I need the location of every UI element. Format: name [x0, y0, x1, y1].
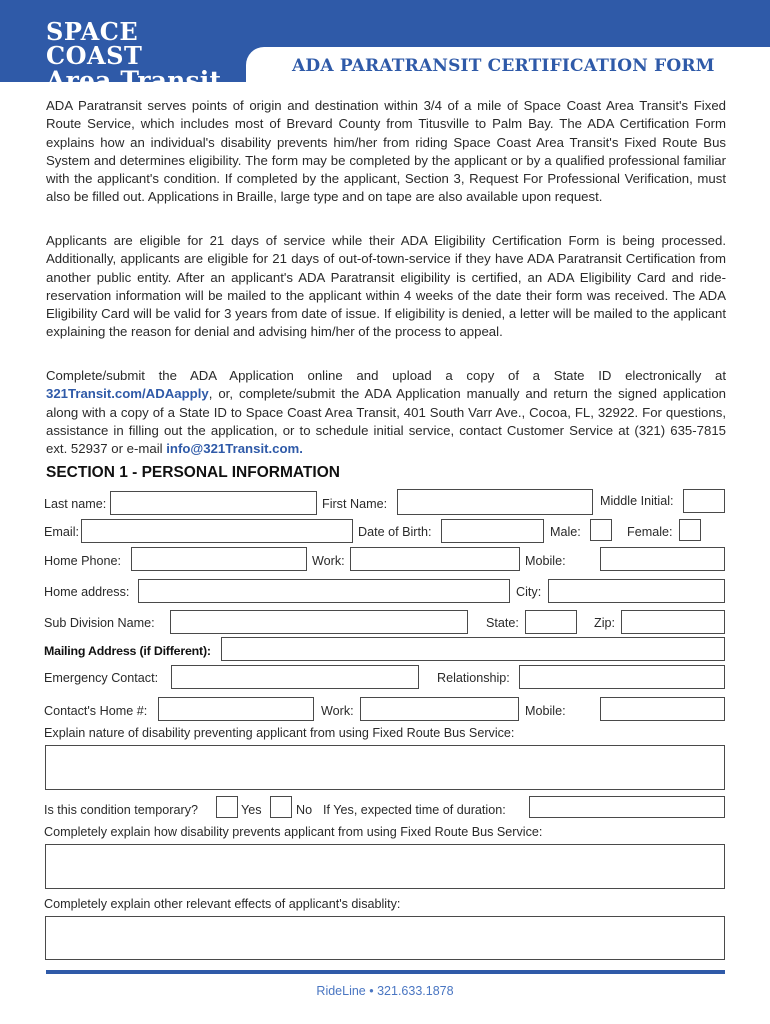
intro-p3-text-b: , or, complete/submit the ADA Application manually and return the signed application along with a copy of a State ID to Space Coast Area Transit, 401 South Varr Ave., Cocoa, FL, 32922. For questions, assistance in filling out the application, or to schedule initial service, contact Customer Service at (321) 635-7815 ext. 52937 or e-mail	[46, 386, 726, 457]
relationship-label: Relationship:	[437, 671, 510, 685]
sub-division-label: Sub Division Name:	[44, 616, 155, 630]
logo-line-2: Area Transit	[46, 66, 222, 95]
middle-initial-field[interactable]	[683, 489, 725, 513]
contact-work-label: Work:	[321, 704, 354, 718]
intro-p3-text-a: Complete/submit the ADA Application online and upload a copy of a State ID electronically at	[46, 368, 726, 383]
intro-paragraph-3	[46, 367, 726, 458]
section-1-title: SECTION 1 - PERSONAL INFORMATION	[46, 464, 340, 481]
last-name-field[interactable]	[110, 491, 317, 515]
contact-work-field[interactable]	[360, 697, 519, 721]
dob-label: Date of Birth:	[358, 525, 432, 539]
logo-line-1: SPACE COAST	[46, 17, 143, 70]
middle-initial-label: Middle Initial:	[600, 494, 674, 508]
home-address-field[interactable]	[138, 579, 510, 603]
mailing-address-label: Mailing Address (if Different):	[44, 644, 211, 658]
duration-field[interactable]	[529, 796, 725, 818]
mobile-field[interactable]	[600, 547, 725, 571]
temporary-no-checkbox[interactable]	[270, 796, 292, 818]
email-label: Email:	[44, 525, 79, 539]
explain-nature-label: Explain nature of disability preventing applicant from using Fixed Route Bus Service:	[44, 726, 515, 740]
temporary-yes-label: Yes	[241, 803, 262, 817]
work-phone-label: Work:	[312, 554, 345, 568]
state-label: State:	[486, 616, 519, 630]
home-phone-label: Home Phone:	[44, 554, 122, 568]
form-title: ADA PARATRANSIT CERTIFICATION FORM	[292, 56, 715, 76]
temporary-no-label: No	[296, 803, 313, 817]
apply-link[interactable]: 321Transit.com/ADAapply	[46, 386, 209, 402]
header-banner	[0, 0, 770, 95]
mobile-label: Mobile:	[525, 554, 566, 568]
state-field[interactable]	[525, 610, 577, 634]
footer-rule	[46, 970, 725, 974]
contact-home-label: Contact's Home #:	[44, 704, 148, 718]
contact-mobile-label: Mobile:	[525, 704, 566, 718]
space-coast-logo	[46, 17, 236, 95]
zip-label: Zip:	[594, 616, 615, 630]
male-checkbox[interactable]	[590, 519, 612, 541]
footer-rideline: RideLine • 321.633.1878	[316, 984, 454, 998]
explain-other-label: Completely explain other relevant effects of applicant's disablity:	[44, 897, 401, 911]
explain-how-label: Completely explain how disability prevents applicant from using Fixed Route Bus Service:	[44, 825, 543, 839]
home-phone-field[interactable]	[131, 547, 307, 571]
relationship-field[interactable]	[519, 665, 725, 689]
dob-field[interactable]	[441, 519, 544, 543]
emergency-contact-field[interactable]	[171, 665, 419, 689]
contact-mobile-field[interactable]	[600, 697, 725, 721]
city-label: City:	[516, 585, 542, 599]
home-address-label: Home address:	[44, 585, 130, 599]
intro-paragraph-2: Applicants are eligible for 21 days of service while their ADA Eligibility Certification Form is being processed. Additionally, applicants are eligible for 21 days of out-of-town-service if they have ADA Paratransit Certification from another public entity. After an applicant's ADA Paratransit eligibility is certified, an ADA Eligibility Card and ride-reservation information will be mailed to the applicant within 4 weeks of the date their form was received. The ADA Eligibility Card will be valid for 3 years from date of issue. If eligibility is denied, a letter will be mailed to the applicant explaining the reason for denial and advising him/her of the process to appeal.	[46, 233, 726, 340]
work-phone-field[interactable]	[350, 547, 520, 571]
first-name-field[interactable]	[397, 489, 593, 515]
duration-label: If Yes, expected time of duration:	[323, 803, 506, 817]
explain-nature-textarea[interactable]	[45, 745, 725, 790]
explain-how-textarea[interactable]	[45, 844, 725, 889]
temporary-yes-checkbox[interactable]	[216, 796, 238, 818]
mailing-address-field[interactable]	[221, 637, 725, 661]
explain-other-textarea[interactable]	[45, 916, 725, 960]
first-name-label: First Name:	[322, 497, 388, 511]
last-name-label: Last name:	[44, 497, 107, 511]
male-label: Male:	[550, 525, 581, 539]
female-checkbox[interactable]	[679, 519, 701, 541]
email-link[interactable]: info@321Transit.com.	[166, 441, 303, 457]
intro-paragraph-1: ADA Paratransit serves points of origin and destination within 3/4 of a mile of Space Coast Area Transit's Fixed Route Service, which includes most of Brevard County from Titusville to Palm Bay. The ADA Certification Form explains how an individual's disability prevents him/her from riding Space Coast Area Transit's Fixed Route Bus System and determines eligibility. The form may be completed by the applicant or by a qualified professional familiar with the applicant's condition. If completed by the applicant, Section 3, Request For Professional Verification, must also be filled out. Applications in Braille, large type and on tape are also available upon request.	[46, 98, 726, 205]
zip-field[interactable]	[621, 610, 725, 634]
temporary-question-label: Is this condition temporary?	[44, 803, 198, 817]
email-field[interactable]	[81, 519, 353, 543]
sub-division-field[interactable]	[170, 610, 468, 634]
city-field[interactable]	[548, 579, 725, 603]
female-label: Female:	[627, 525, 673, 539]
emergency-contact-label: Emergency Contact:	[44, 671, 159, 685]
contact-home-field[interactable]	[158, 697, 314, 721]
